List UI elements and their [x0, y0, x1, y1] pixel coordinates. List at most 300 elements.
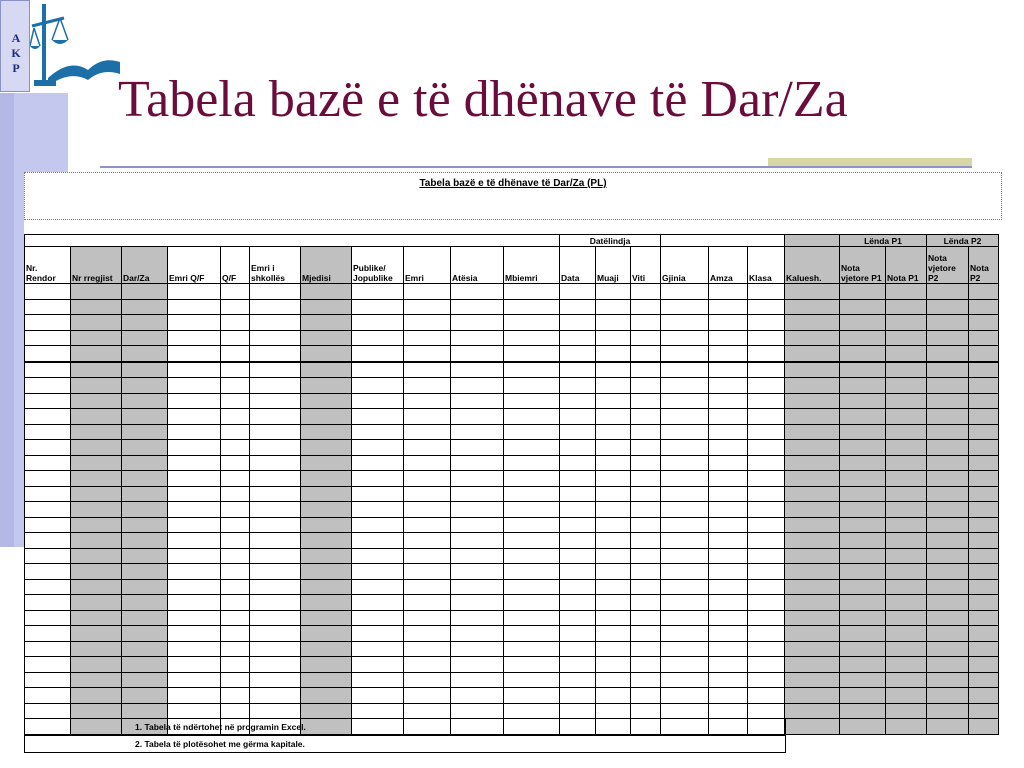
- table-cell[interactable]: [71, 440, 122, 456]
- table-cell[interactable]: [969, 719, 999, 735]
- table-cell[interactable]: [840, 378, 886, 394]
- table-cell[interactable]: [504, 564, 560, 580]
- table-cell[interactable]: [451, 315, 504, 331]
- table-cell[interactable]: [250, 393, 301, 409]
- table-cell[interactable]: [596, 299, 631, 315]
- table-cell[interactable]: [504, 330, 560, 346]
- table-cell[interactable]: [250, 440, 301, 456]
- table-cell[interactable]: [596, 330, 631, 346]
- table-cell[interactable]: [969, 315, 999, 331]
- table-cell[interactable]: [451, 299, 504, 315]
- table-cell[interactable]: [560, 299, 596, 315]
- table-cell[interactable]: [927, 688, 969, 704]
- table-cell[interactable]: [661, 471, 709, 487]
- table-cell[interactable]: [301, 641, 352, 657]
- table-cell[interactable]: [927, 672, 969, 688]
- table-cell[interactable]: [748, 393, 785, 409]
- table-cell[interactable]: [748, 641, 785, 657]
- table-cell[interactable]: [301, 393, 352, 409]
- table-cell[interactable]: [886, 440, 927, 456]
- table-cell[interactable]: [709, 595, 748, 611]
- table-cell[interactable]: [221, 393, 250, 409]
- table-cell[interactable]: [631, 362, 661, 378]
- table-cell[interactable]: [221, 409, 250, 425]
- table-cell[interactable]: [709, 703, 748, 719]
- table-cell[interactable]: [404, 362, 451, 378]
- table-cell[interactable]: [661, 440, 709, 456]
- table-cell[interactable]: [451, 502, 504, 518]
- table-cell[interactable]: [352, 502, 404, 518]
- table-cell[interactable]: [451, 610, 504, 626]
- table-cell[interactable]: [886, 393, 927, 409]
- table-cell[interactable]: [748, 346, 785, 362]
- table-cell[interactable]: [709, 284, 748, 300]
- table-cell[interactable]: [168, 626, 221, 642]
- table-cell[interactable]: [250, 409, 301, 425]
- table-cell[interactable]: [221, 564, 250, 580]
- table-cell[interactable]: [504, 641, 560, 657]
- table-cell[interactable]: [785, 393, 840, 409]
- table-cell[interactable]: [631, 579, 661, 595]
- table-cell[interactable]: [168, 579, 221, 595]
- table-cell[interactable]: [969, 486, 999, 502]
- table-cell[interactable]: [661, 672, 709, 688]
- table-cell[interactable]: [631, 533, 661, 549]
- table-cell[interactable]: [301, 688, 352, 704]
- table-cell[interactable]: [352, 299, 404, 315]
- table-cell[interactable]: [969, 641, 999, 657]
- table-cell[interactable]: [927, 548, 969, 564]
- table-cell[interactable]: [840, 657, 886, 673]
- table-cell[interactable]: [631, 672, 661, 688]
- table-cell[interactable]: [504, 672, 560, 688]
- table-cell[interactable]: [301, 440, 352, 456]
- table-cell[interactable]: [71, 393, 122, 409]
- table-cell[interactable]: [25, 440, 71, 456]
- table-cell[interactable]: [250, 330, 301, 346]
- table-cell[interactable]: [352, 409, 404, 425]
- table-cell[interactable]: [221, 533, 250, 549]
- table-cell[interactable]: [168, 595, 221, 611]
- table-cell[interactable]: [25, 610, 71, 626]
- table-cell[interactable]: [504, 440, 560, 456]
- table-cell[interactable]: [451, 703, 504, 719]
- table-cell[interactable]: [71, 378, 122, 394]
- table-cell[interactable]: [927, 703, 969, 719]
- table-cell[interactable]: [451, 657, 504, 673]
- table-cell[interactable]: [168, 409, 221, 425]
- table-cell[interactable]: [969, 471, 999, 487]
- table-cell[interactable]: [927, 657, 969, 673]
- table-cell[interactable]: [560, 315, 596, 331]
- table-cell[interactable]: [631, 284, 661, 300]
- table-cell[interactable]: [301, 672, 352, 688]
- table-cell[interactable]: [221, 626, 250, 642]
- table-cell[interactable]: [969, 330, 999, 346]
- table-cell[interactable]: [969, 564, 999, 580]
- table-cell[interactable]: [596, 579, 631, 595]
- table-cell[interactable]: [785, 610, 840, 626]
- table-cell[interactable]: [122, 688, 168, 704]
- table-cell[interactable]: [560, 409, 596, 425]
- table-cell[interactable]: [709, 533, 748, 549]
- table-cell[interactable]: [840, 703, 886, 719]
- table-cell[interactable]: [927, 393, 969, 409]
- table-cell[interactable]: [596, 533, 631, 549]
- table-cell[interactable]: [969, 533, 999, 549]
- table-cell[interactable]: [352, 641, 404, 657]
- table-cell[interactable]: [560, 330, 596, 346]
- table-cell[interactable]: [25, 688, 71, 704]
- table-cell[interactable]: [748, 517, 785, 533]
- table-cell[interactable]: [404, 393, 451, 409]
- table-cell[interactable]: [352, 517, 404, 533]
- table-cell[interactable]: [840, 393, 886, 409]
- table-cell[interactable]: [927, 641, 969, 657]
- table-cell[interactable]: [560, 703, 596, 719]
- table-cell[interactable]: [596, 378, 631, 394]
- table-cell[interactable]: [886, 378, 927, 394]
- table-cell[interactable]: [927, 579, 969, 595]
- table-cell[interactable]: [631, 595, 661, 611]
- table-cell[interactable]: [451, 548, 504, 564]
- table-cell[interactable]: [560, 502, 596, 518]
- table-cell[interactable]: [709, 502, 748, 518]
- table-cell[interactable]: [221, 315, 250, 331]
- table-cell[interactable]: [71, 579, 122, 595]
- table-cell[interactable]: [221, 378, 250, 394]
- table-cell[interactable]: [661, 595, 709, 611]
- table-cell[interactable]: [122, 657, 168, 673]
- table-cell[interactable]: [840, 299, 886, 315]
- table-cell[interactable]: [250, 502, 301, 518]
- table-cell[interactable]: [596, 626, 631, 642]
- table-cell[interactable]: [748, 455, 785, 471]
- table-cell[interactable]: [840, 346, 886, 362]
- table-cell[interactable]: [560, 579, 596, 595]
- table-cell[interactable]: [840, 610, 886, 626]
- table-cell[interactable]: [352, 564, 404, 580]
- table-cell[interactable]: [748, 284, 785, 300]
- table-cell[interactable]: [451, 471, 504, 487]
- table-cell[interactable]: [661, 424, 709, 440]
- table-cell[interactable]: [785, 284, 840, 300]
- table-cell[interactable]: [748, 548, 785, 564]
- table-cell[interactable]: [25, 362, 71, 378]
- table-cell[interactable]: [560, 424, 596, 440]
- table-cell[interactable]: [560, 688, 596, 704]
- table-cell[interactable]: [71, 424, 122, 440]
- table-cell[interactable]: [122, 610, 168, 626]
- table-cell[interactable]: [301, 346, 352, 362]
- table-cell[interactable]: [596, 471, 631, 487]
- table-cell[interactable]: [785, 299, 840, 315]
- table-cell[interactable]: [785, 703, 840, 719]
- table-cell[interactable]: [168, 330, 221, 346]
- table-cell[interactable]: [404, 688, 451, 704]
- table-cell[interactable]: [168, 548, 221, 564]
- table-cell[interactable]: [221, 641, 250, 657]
- table-cell[interactable]: [560, 393, 596, 409]
- table-cell[interactable]: [250, 579, 301, 595]
- table-cell[interactable]: [221, 346, 250, 362]
- table-cell[interactable]: [631, 688, 661, 704]
- table-cell[interactable]: [886, 688, 927, 704]
- table-cell[interactable]: [352, 626, 404, 642]
- table-cell[interactable]: [596, 641, 631, 657]
- table-cell[interactable]: [504, 610, 560, 626]
- table-cell[interactable]: [168, 362, 221, 378]
- table-cell[interactable]: [927, 455, 969, 471]
- table-cell[interactable]: [661, 688, 709, 704]
- table-cell[interactable]: [404, 378, 451, 394]
- table-cell[interactable]: [748, 502, 785, 518]
- table-cell[interactable]: [560, 595, 596, 611]
- table-cell[interactable]: [840, 486, 886, 502]
- table-cell[interactable]: [886, 641, 927, 657]
- table-cell[interactable]: [709, 346, 748, 362]
- table-cell[interactable]: [221, 703, 250, 719]
- table-cell[interactable]: [451, 284, 504, 300]
- table-cell[interactable]: [709, 548, 748, 564]
- table-cell[interactable]: [748, 486, 785, 502]
- table-cell[interactable]: [451, 641, 504, 657]
- table-cell[interactable]: [301, 517, 352, 533]
- table-cell[interactable]: [886, 346, 927, 362]
- table-cell[interactable]: [785, 641, 840, 657]
- table-cell[interactable]: [840, 362, 886, 378]
- table-cell[interactable]: [927, 471, 969, 487]
- table-cell[interactable]: [748, 610, 785, 626]
- table-cell[interactable]: [631, 455, 661, 471]
- table-cell[interactable]: [748, 703, 785, 719]
- table-cell[interactable]: [404, 579, 451, 595]
- table-cell[interactable]: [451, 362, 504, 378]
- table-cell[interactable]: [250, 299, 301, 315]
- table-cell[interactable]: [661, 610, 709, 626]
- table-cell[interactable]: [122, 362, 168, 378]
- table-cell[interactable]: [250, 688, 301, 704]
- table-cell[interactable]: [969, 424, 999, 440]
- table-cell[interactable]: [25, 471, 71, 487]
- table-cell[interactable]: [25, 502, 71, 518]
- table-cell[interactable]: [631, 703, 661, 719]
- table-cell[interactable]: [886, 502, 927, 518]
- table-cell[interactable]: [352, 330, 404, 346]
- table-cell[interactable]: [785, 362, 840, 378]
- table-cell[interactable]: [250, 424, 301, 440]
- table-cell[interactable]: [451, 564, 504, 580]
- table-cell[interactable]: [71, 641, 122, 657]
- table-cell[interactable]: [886, 517, 927, 533]
- table-cell[interactable]: [560, 378, 596, 394]
- table-cell[interactable]: [661, 486, 709, 502]
- table-cell[interactable]: [631, 610, 661, 626]
- table-cell[interactable]: [504, 471, 560, 487]
- table-cell[interactable]: [301, 471, 352, 487]
- table-cell[interactable]: [785, 657, 840, 673]
- table-cell[interactable]: [250, 486, 301, 502]
- table-cell[interactable]: [748, 299, 785, 315]
- table-cell[interactable]: [301, 330, 352, 346]
- table-cell[interactable]: [596, 284, 631, 300]
- table-cell[interactable]: [886, 315, 927, 331]
- table-cell[interactable]: [631, 657, 661, 673]
- table-cell[interactable]: [71, 455, 122, 471]
- table-cell[interactable]: [404, 564, 451, 580]
- table-cell[interactable]: [352, 362, 404, 378]
- table-cell[interactable]: [560, 610, 596, 626]
- table-cell[interactable]: [631, 641, 661, 657]
- table-cell[interactable]: [560, 564, 596, 580]
- table-cell[interactable]: [785, 315, 840, 331]
- table-cell[interactable]: [709, 564, 748, 580]
- table-cell[interactable]: [352, 703, 404, 719]
- table-cell[interactable]: [122, 378, 168, 394]
- table-cell[interactable]: [661, 393, 709, 409]
- table-cell[interactable]: [560, 672, 596, 688]
- table-cell[interactable]: [250, 610, 301, 626]
- table-cell[interactable]: [631, 517, 661, 533]
- table-cell[interactable]: [661, 362, 709, 378]
- table-cell[interactable]: [352, 486, 404, 502]
- table-cell[interactable]: [596, 688, 631, 704]
- table-cell[interactable]: [709, 315, 748, 331]
- table-cell[interactable]: [927, 517, 969, 533]
- table-cell[interactable]: [168, 610, 221, 626]
- table-cell[interactable]: [840, 315, 886, 331]
- table-cell[interactable]: [71, 362, 122, 378]
- table-cell[interactable]: [301, 502, 352, 518]
- table-cell[interactable]: [560, 517, 596, 533]
- table-cell[interactable]: [25, 486, 71, 502]
- table-cell[interactable]: [71, 626, 122, 642]
- table-cell[interactable]: [122, 517, 168, 533]
- table-cell[interactable]: [969, 688, 999, 704]
- table-cell[interactable]: [71, 610, 122, 626]
- table-cell[interactable]: [709, 471, 748, 487]
- table-cell[interactable]: [168, 688, 221, 704]
- table-cell[interactable]: [352, 672, 404, 688]
- table-cell[interactable]: [785, 579, 840, 595]
- table-cell[interactable]: [504, 346, 560, 362]
- table-cell[interactable]: [927, 502, 969, 518]
- table-cell[interactable]: [352, 688, 404, 704]
- table-cell[interactable]: [886, 299, 927, 315]
- table-cell[interactable]: [404, 315, 451, 331]
- table-cell[interactable]: [785, 424, 840, 440]
- table-cell[interactable]: [969, 299, 999, 315]
- table-cell[interactable]: [25, 533, 71, 549]
- table-cell[interactable]: [840, 688, 886, 704]
- table-cell[interactable]: [168, 533, 221, 549]
- table-cell[interactable]: [352, 471, 404, 487]
- table-cell[interactable]: [352, 393, 404, 409]
- table-cell[interactable]: [709, 455, 748, 471]
- table-cell[interactable]: [927, 533, 969, 549]
- table-cell[interactable]: [596, 657, 631, 673]
- table-cell[interactable]: [301, 378, 352, 394]
- table-cell[interactable]: [661, 533, 709, 549]
- table-cell[interactable]: [25, 657, 71, 673]
- table-cell[interactable]: [250, 626, 301, 642]
- table-cell[interactable]: [352, 610, 404, 626]
- table-cell[interactable]: [250, 533, 301, 549]
- table-cell[interactable]: [886, 657, 927, 673]
- table-cell[interactable]: [250, 703, 301, 719]
- table-cell[interactable]: [927, 610, 969, 626]
- table-cell[interactable]: [886, 471, 927, 487]
- table-cell[interactable]: [560, 533, 596, 549]
- table-cell[interactable]: [504, 688, 560, 704]
- table-cell[interactable]: [709, 517, 748, 533]
- table-cell[interactable]: [927, 315, 969, 331]
- table-cell[interactable]: [560, 346, 596, 362]
- table-cell[interactable]: [748, 626, 785, 642]
- table-cell[interactable]: [927, 626, 969, 642]
- table-cell[interactable]: [122, 595, 168, 611]
- table-cell[interactable]: [301, 626, 352, 642]
- table-cell[interactable]: [886, 595, 927, 611]
- table-cell[interactable]: [71, 315, 122, 331]
- table-cell[interactable]: [840, 641, 886, 657]
- table-cell[interactable]: [748, 564, 785, 580]
- table-cell[interactable]: [785, 517, 840, 533]
- table-cell[interactable]: [709, 393, 748, 409]
- table-cell[interactable]: [451, 409, 504, 425]
- table-cell[interactable]: [301, 703, 352, 719]
- table-cell[interactable]: [927, 486, 969, 502]
- table-cell[interactable]: [352, 657, 404, 673]
- table-cell[interactable]: [122, 315, 168, 331]
- table-cell[interactable]: [168, 284, 221, 300]
- table-cell[interactable]: [631, 626, 661, 642]
- table-cell[interactable]: [504, 378, 560, 394]
- table-cell[interactable]: [301, 362, 352, 378]
- table-cell[interactable]: [596, 672, 631, 688]
- table-cell[interactable]: [122, 672, 168, 688]
- table-cell[interactable]: [596, 315, 631, 331]
- table-cell[interactable]: [840, 455, 886, 471]
- table-cell[interactable]: [840, 719, 886, 735]
- table-cell[interactable]: [168, 315, 221, 331]
- table-cell[interactable]: [969, 455, 999, 471]
- table-cell[interactable]: [927, 564, 969, 580]
- table-cell[interactable]: [25, 378, 71, 394]
- table-cell[interactable]: [25, 548, 71, 564]
- table-cell[interactable]: [301, 548, 352, 564]
- table-cell[interactable]: [122, 502, 168, 518]
- table-cell[interactable]: [25, 517, 71, 533]
- table-cell[interactable]: [631, 409, 661, 425]
- table-cell[interactable]: [969, 672, 999, 688]
- table-cell[interactable]: [250, 471, 301, 487]
- table-cell[interactable]: [661, 517, 709, 533]
- table-cell[interactable]: [969, 346, 999, 362]
- table-cell[interactable]: [748, 579, 785, 595]
- table-cell[interactable]: [886, 486, 927, 502]
- table-cell[interactable]: [122, 533, 168, 549]
- table-cell[interactable]: [404, 703, 451, 719]
- table-cell[interactable]: [709, 424, 748, 440]
- table-cell[interactable]: [25, 672, 71, 688]
- table-cell[interactable]: [661, 548, 709, 564]
- table-cell[interactable]: [221, 362, 250, 378]
- table-cell[interactable]: [25, 641, 71, 657]
- table-cell[interactable]: [785, 440, 840, 456]
- table-cell[interactable]: [969, 548, 999, 564]
- table-cell[interactable]: [886, 672, 927, 688]
